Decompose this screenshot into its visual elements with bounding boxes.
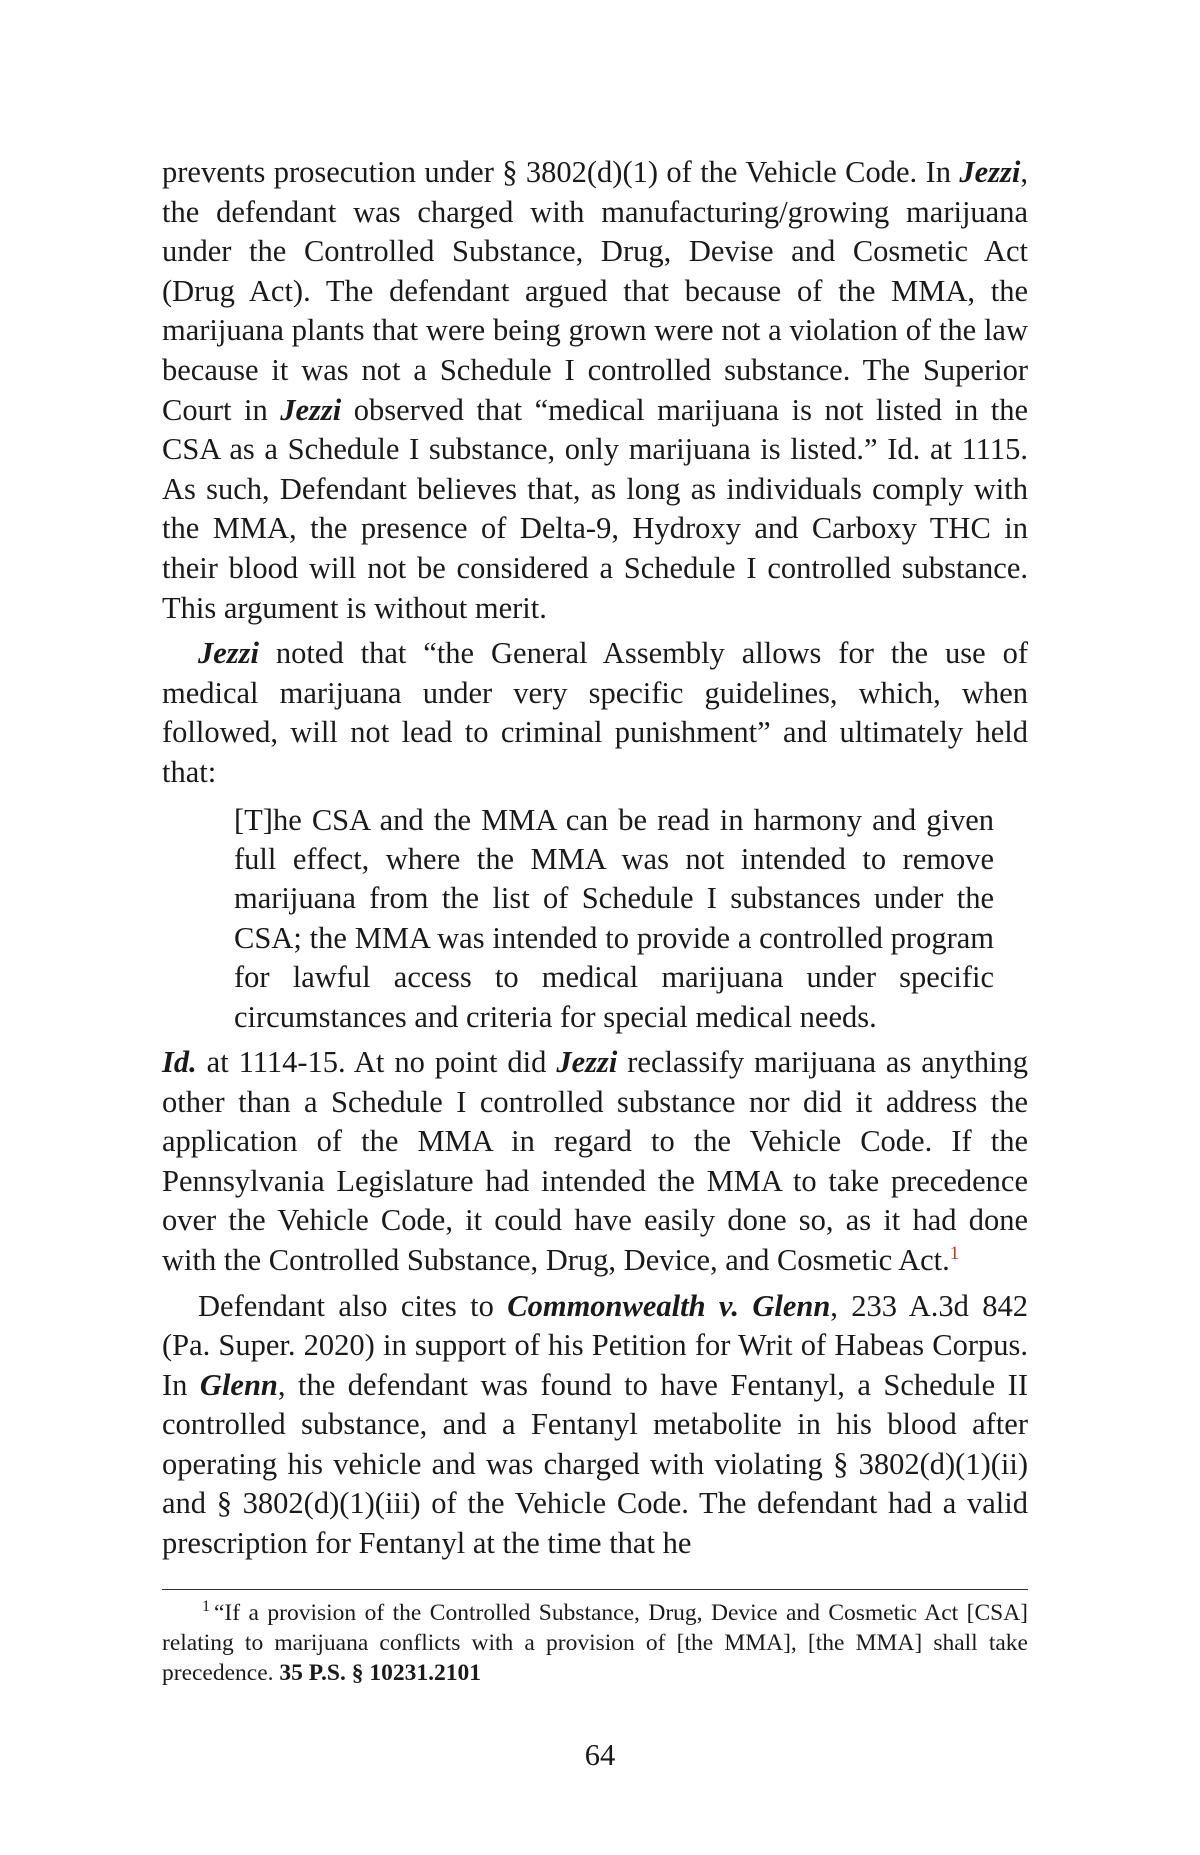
case-name-jezzi: Jezzi: [959, 155, 1021, 189]
text-run: reclassify marijuana as anything other than a Schedule I controlled substance nor did it address the application of the MMA in regard to the Vehicle Code. If the Pennsylvania Legislature had intended the MMA to take precedence over the Vehicle Code, it could have easily done so, as it had done with the Controlled Substance, Drug, Device, and Cosmetic Act.: [162, 1044, 1028, 1277]
text-run: observed that “medical marijuana is not listed in the CSA as a Schedule I substance, only marijuana is listed.” Id. at 1115. As such, Defendant believes that, as long as individuals comply with the MMA, the presence of Delta-9, Hydroxy and Carboxy THC in their blood will not be considered a Schedule I controlled substance. This argument is without merit.: [162, 392, 1028, 625]
case-name-jezzi: Jezzi: [280, 392, 342, 427]
text-run: at 1114-15. At no point did: [196, 1044, 557, 1079]
block-quote: [T]he CSA and the MMA can be read in harmony and given full effect, where the MMA was not intended to remove marijuana from the list of Schedule I substances under the CSA; the MMA was intended to provide a controlled program for lawful access to medical marijuana under specific circumstances and criteria for special medical needs.: [234, 802, 994, 1034]
paragraph-3: [162, 1043, 1028, 1281]
text-run: Defendant also cites to: [198, 1288, 508, 1323]
id-citation: Id.: [162, 1044, 197, 1079]
paragraph-1: [162, 153, 1028, 628]
paragraph-2: [162, 634, 1028, 792]
footnote-text: “If a provision of the Controlled Substance, Drug, Device and Cosmetic Act [CSA] relating to marijuana conflicts with a provision of [the MMA], [the MMA] shall take precedence.: [162, 1600, 1028, 1686]
text-run: noted that “the General Assembly allows for the use of medical marijuana under very specific guidelines, which, when followed, will not lead to criminal punishment” and ultimately held that:: [162, 636, 1028, 789]
text-run: , the defendant was found to have Fentanyl, a Schedule II controlled substance, and a Fentanyl metabolite in his blood after operating his vehicle and was charged with violating § 3802(d)(1)(ii) and § 3802(d)(1)(iii) of the Vehicle Code. The defendant had a valid prescription for Fentanyl at the time that he: [162, 1367, 1028, 1561]
statute-citation: 35 P.S. § 10231.2101: [279, 1660, 481, 1686]
footnote-number: 1: [202, 1598, 210, 1615]
case-name-glenn: Commonwealth v. Glenn: [507, 1288, 831, 1323]
paragraph-4: [162, 1287, 1028, 1564]
text-run: , the defendant was charged with manufacturing/growing marijuana under the Controlled Substance, Drug, Devise and Cosmetic Act (Drug Act). The defendant argued that because of the MMA, the marijuana plants that were being grown were not a violation of the law because it was not a Schedule I controlled substance. The Superior Court in: [162, 155, 1028, 427]
case-name-glenn: Glenn: [199, 1367, 278, 1402]
footnote-divider: [162, 1589, 1028, 1590]
text-run: , 233 A.3d 842 (Pa. Super. 2020) in support of his Petition for Writ of Habeas Corpus. In: [162, 1288, 1029, 1402]
text-run: prevents prosecution under § 3802(d)(1) of the Vehicle Code. In: [162, 155, 960, 189]
case-name-jezzi: Jezzi: [198, 636, 259, 671]
footnote: [162, 1598, 1028, 1688]
case-name-jezzi: Jezzi: [556, 1044, 618, 1079]
page-number: 64: [584, 1738, 616, 1772]
footnote-reference-link[interactable]: 1: [949, 1242, 960, 1264]
document-body: [162, 153, 1028, 1564]
